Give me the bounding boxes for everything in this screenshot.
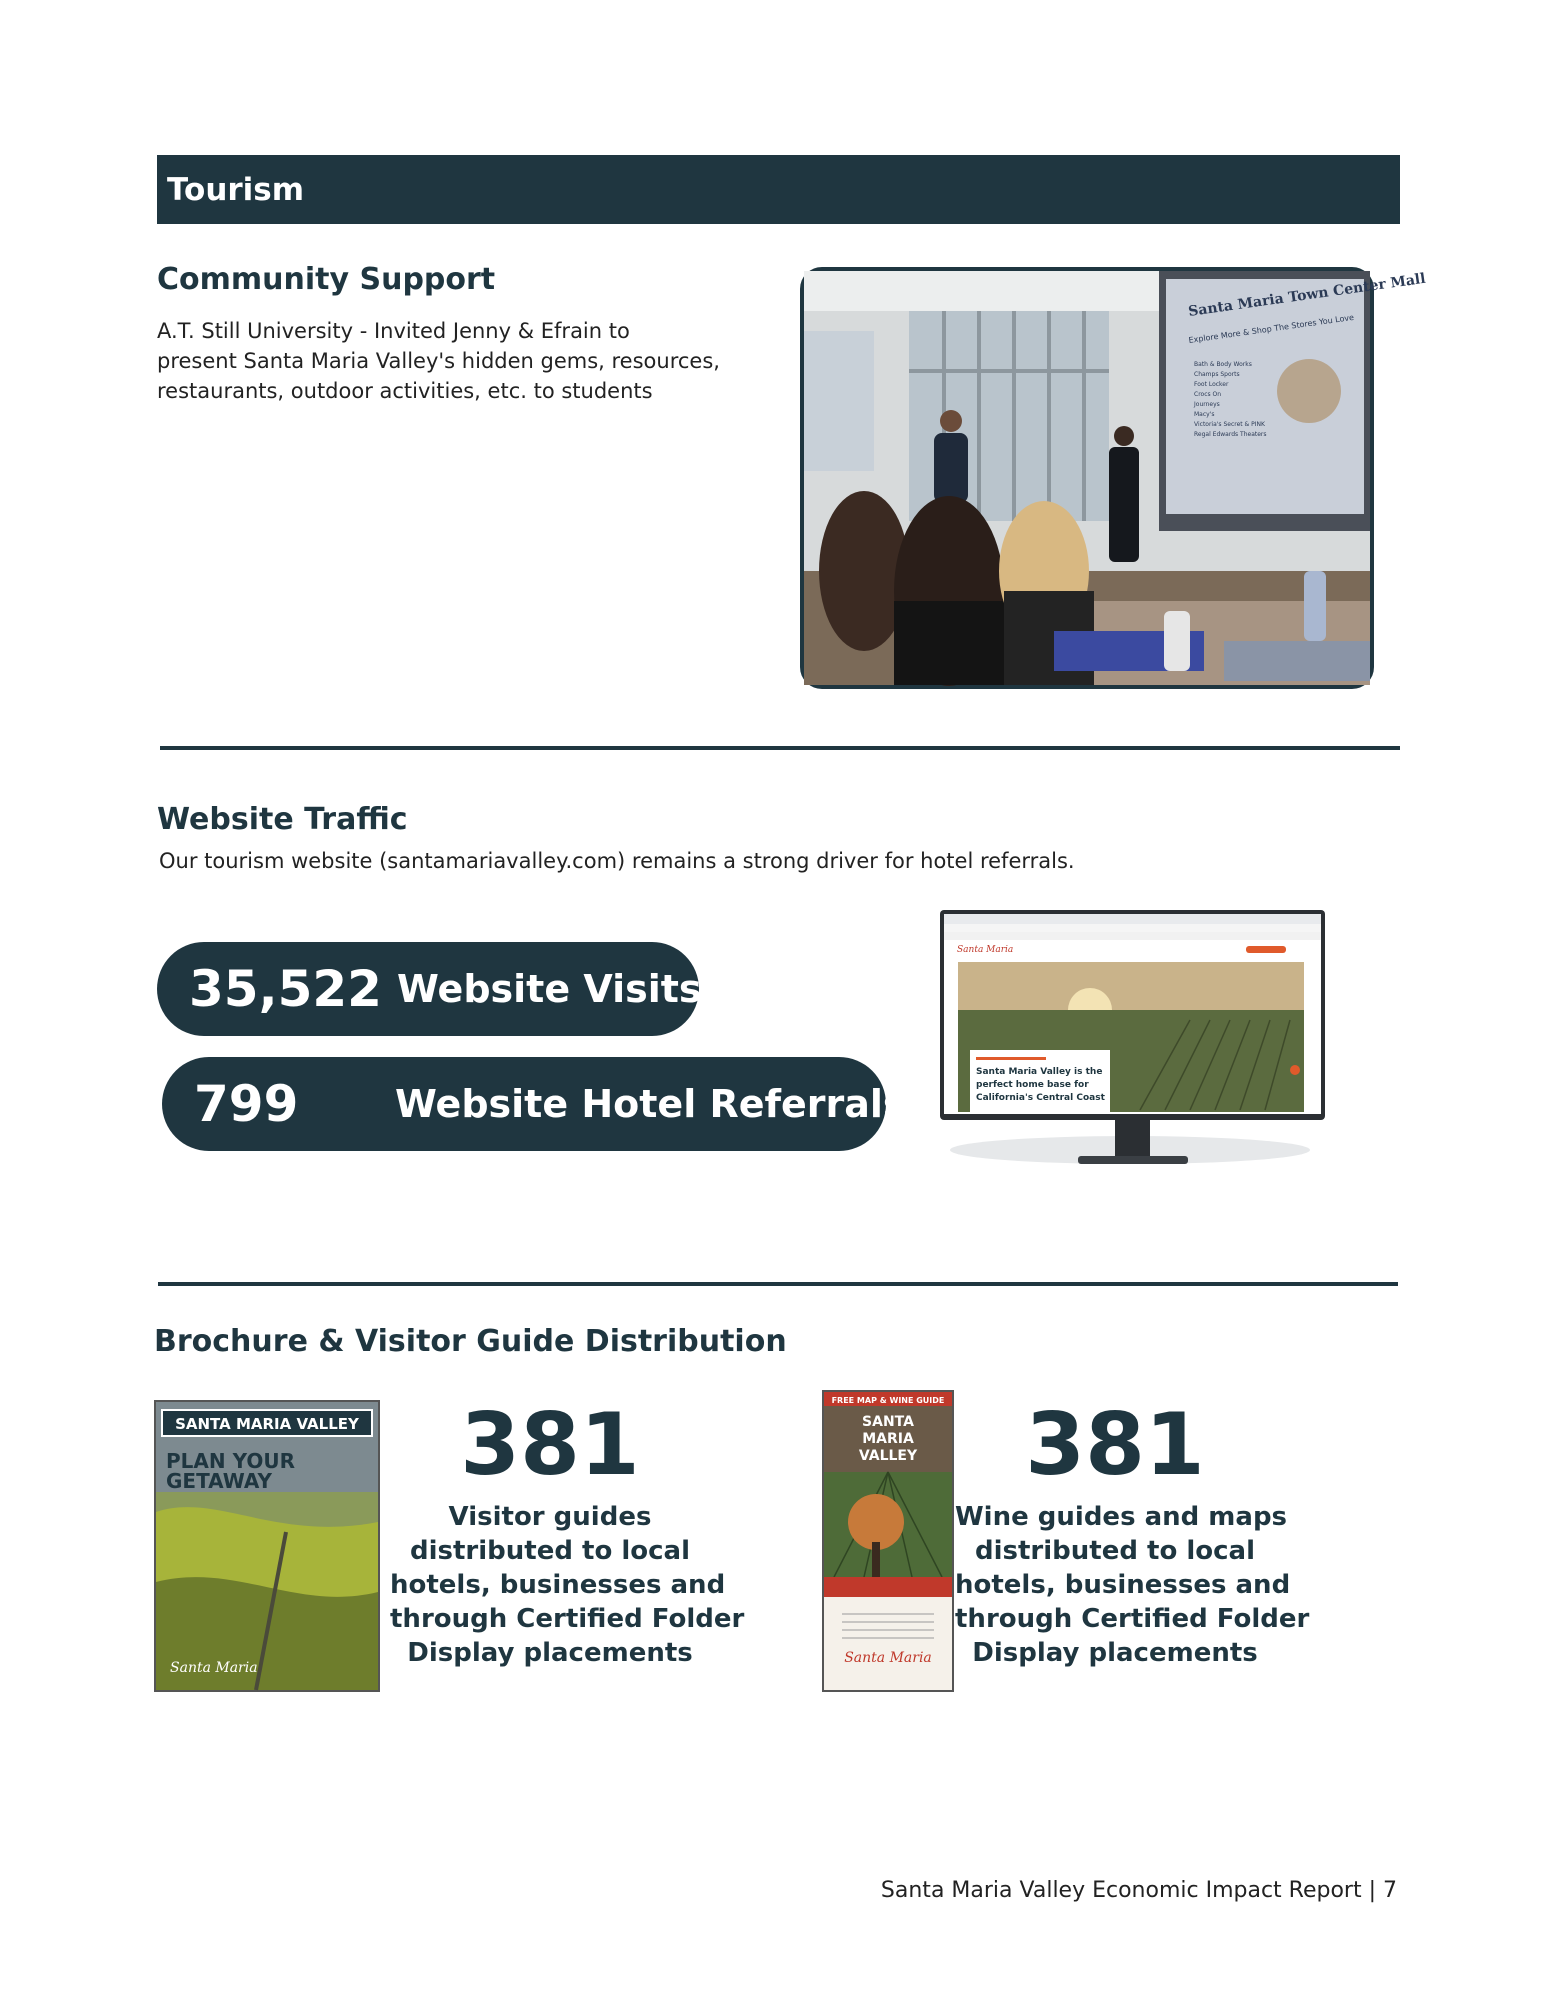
hero-line: perfect home base for (976, 1080, 1089, 1090)
wine-guides-text (955, 1500, 1310, 1670)
stat-text-line: Display placements (972, 1638, 1258, 1668)
website-traffic-heading: Website Traffic (157, 802, 408, 837)
svg-text:Champs Sports: Champs Sports (1194, 371, 1240, 378)
slide-title: Santa Maria Town Center Mall (1187, 270, 1427, 320)
svg-text:Macy's: Macy's (1194, 411, 1215, 418)
hero-line: Santa Maria Valley is the (976, 1067, 1103, 1077)
stat-text-line: Visitor guides (448, 1502, 652, 1532)
stat-text-line: through Certified Folder (955, 1604, 1310, 1634)
stat-text-line: through Certified Folder (390, 1604, 745, 1634)
stat-text-line: distributed to local (410, 1536, 690, 1566)
stat-text-line: distributed to local (975, 1536, 1255, 1566)
website-monitor-image (940, 910, 1340, 1190)
page-footer: Santa Maria Valley Economic Impact Report | 7 (880, 1878, 1397, 1903)
stat-text-line: Wine guides and maps (955, 1502, 1288, 1532)
community-support-line: present Santa Maria Valley's hidden gems, resources, (157, 349, 720, 373)
website-traffic-description: Our tourism website (santamariavalley.com) remains a strong driver for hotel referrals. (159, 849, 1075, 873)
hotel-referrals-stat (162, 1057, 906, 1151)
community-support-text (157, 316, 720, 406)
community-support-line: restaurants, outdoor activities, etc. to students (157, 379, 653, 403)
cover-headline: GETAWAY (166, 1469, 272, 1493)
visitor-guides-count: 381 (460, 1395, 640, 1495)
stat-value: 35,522 (189, 960, 382, 1018)
wine-guide-cover (822, 1390, 954, 1692)
svg-text:Regal Edwards Theaters: Regal Edwards Theaters (1194, 431, 1267, 438)
wine-guides-count: 381 (1025, 1395, 1205, 1495)
visitor-guide-cover (154, 1400, 380, 1692)
cover-logo: Santa Maria (170, 1660, 258, 1676)
stat-text-line: hotels, businesses and (955, 1570, 1291, 1600)
stat-value: 799 (194, 1075, 299, 1133)
community-support-line: A.T. Still University - Invited Jenny & Efrain to (157, 319, 630, 343)
svg-text:Bath & Body Works: Bath & Body Works (1194, 361, 1252, 368)
hero-line: California's Central Coast (976, 1093, 1105, 1103)
svg-text:Crocs On: Crocs On (1194, 391, 1222, 398)
stat-label: Website Visits (397, 967, 702, 1011)
brochure-heading: Brochure & Visitor Guide Distribution (154, 1324, 787, 1359)
cover-headline: PLAN YOUR (166, 1449, 295, 1473)
cover-title: SANTA (862, 1414, 914, 1430)
site-logo-text: Santa Maria (957, 945, 1014, 955)
community-support-heading: Community Support (157, 262, 496, 297)
svg-text:Foot Locker: Foot Locker (1194, 381, 1229, 388)
visitor-guides-text (390, 1500, 745, 1670)
slide-subtitle: Explore More & Shop The Stores You Love (1188, 312, 1355, 345)
cover-title: SANTA MARIA VALLEY (175, 1415, 359, 1433)
stat-label: Website Hotel Referrals (395, 1082, 906, 1126)
svg-text:Victoria's Secret & PINK: Victoria's Secret & PINK (1194, 421, 1265, 428)
section-title: Tourism (167, 171, 305, 208)
presentation-photo (800, 267, 1427, 689)
stat-text-line: hotels, businesses and (390, 1570, 726, 1600)
website-visits-stat (157, 942, 702, 1036)
cover-title: VALLEY (858, 1448, 918, 1464)
cover-title: MARIA (862, 1431, 914, 1447)
cover-logo: Santa Maria (844, 1650, 932, 1666)
section-banner (157, 155, 1400, 224)
cover-banner: FREE MAP & WINE GUIDE (831, 1396, 945, 1405)
section-divider (158, 1282, 1398, 1286)
section-divider (160, 746, 1400, 750)
stat-text-line: Display placements (407, 1638, 693, 1668)
svg-text:Journeys: Journeys (1194, 401, 1220, 408)
